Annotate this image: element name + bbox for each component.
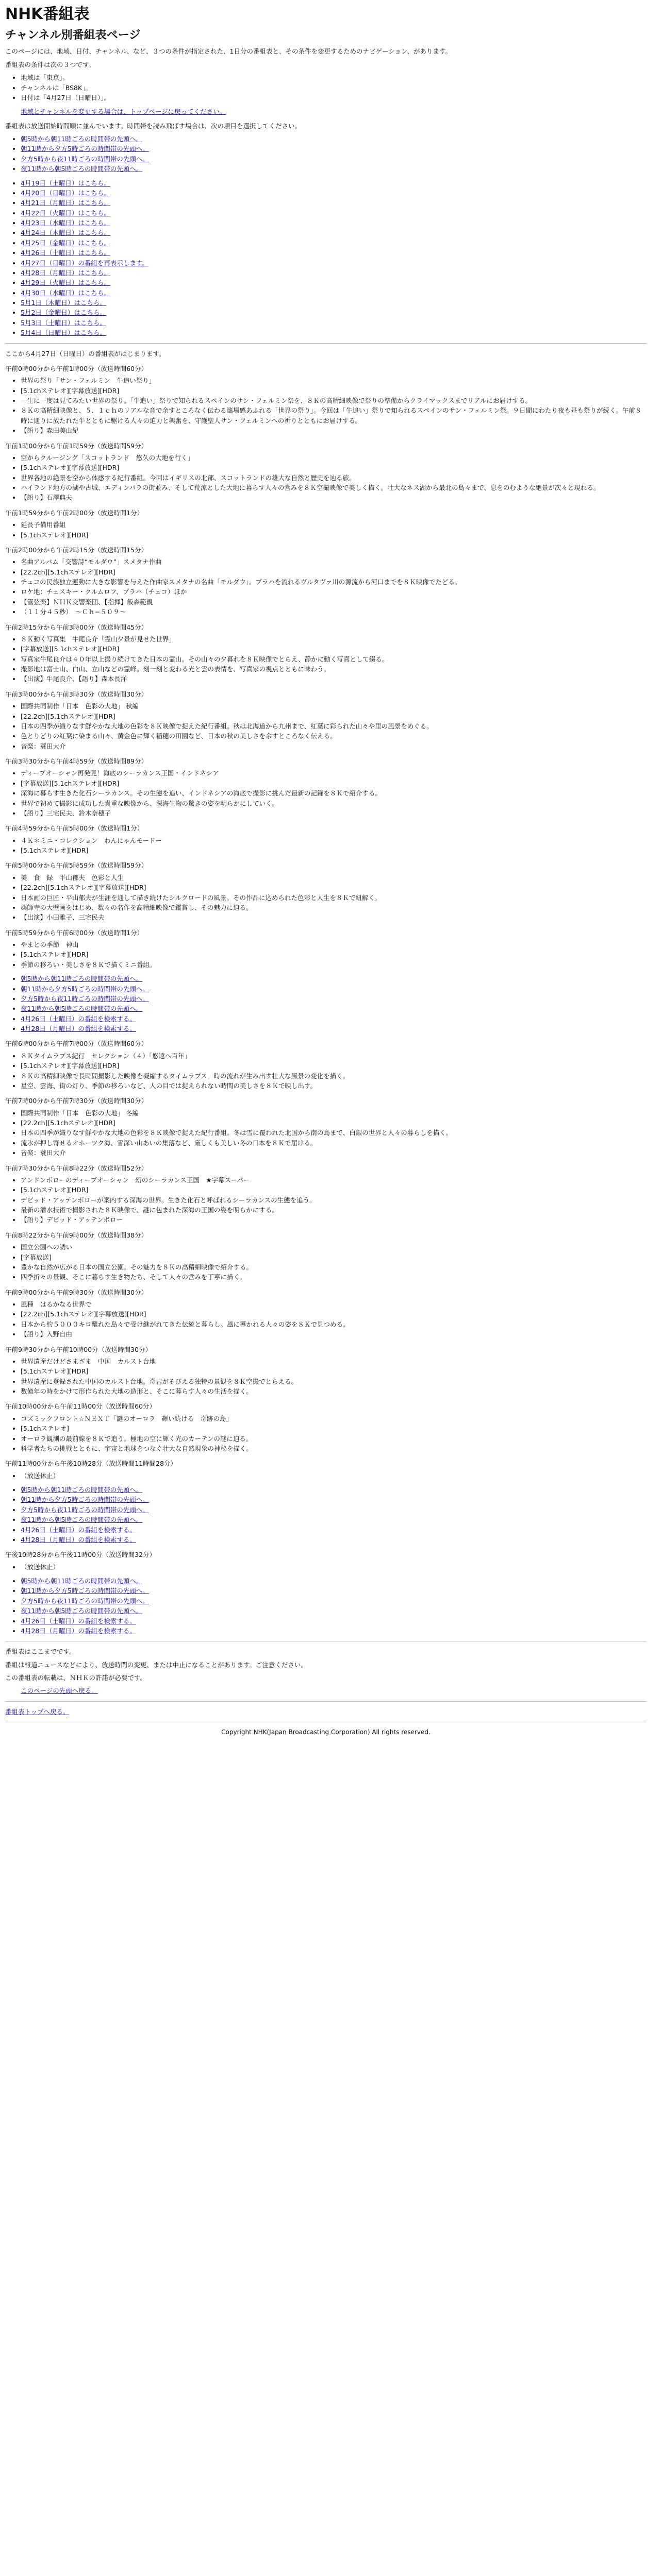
list-item [21, 218, 647, 228]
program-line: • やまとの季節 神山 [21, 940, 647, 950]
list-item [21, 188, 647, 198]
day-search-link[interactable]: 4月26日（土曜日）の番組を検索する。 [21, 1617, 136, 1625]
program-details [5, 873, 647, 923]
date-link[interactable]: 4月24日（木曜日）はこちら。 [21, 229, 110, 237]
program-line: • デビッド・アッテンボローが案内する深海の世界。生きた化石と呼ばれるシーラカンスの生態を追う。 [21, 1195, 647, 1205]
program-line: • ８Ｋタイムラプス紀行 セレクション（４）「悠遠へ百年」 [21, 1051, 647, 1061]
time-nav-link[interactable]: 夕方5時から夜11時ごろの時間帯の先頭へ。 [21, 1505, 149, 1514]
program-time: 午前7時00分から午前7時30分（放送時間30分） [5, 1097, 148, 1105]
program-line: • 日本の四季が織りなす鮮やかな大地の色彩を８Ｋ映像で捉えた紀行番組。冬は雪に覆われた北国から南の島まで、白銀の世界と人々の暮らしを描く。 [21, 1128, 647, 1138]
time-nav-link[interactable]: 夜11時から朝5時ごろの時間帯の先頭へ。 [21, 1607, 143, 1615]
program-line: • 色とりどりの紅葉に染まる山々、黄金色に輝く稲穂の田園など、日本の秋の美しさを余すところなく伝える。 [21, 731, 647, 741]
program-line: • [字幕放送][5.1chステレオ][HDR] [21, 644, 647, 654]
program-credit: • 音楽：蓑田大介 [21, 741, 647, 751]
copyright-note: この番組表の転載は、ＮＨＫの許諾が必要です。 [5, 1674, 147, 1682]
list-item [21, 178, 647, 188]
program-line: • 空からクルージング「スコットランド 悠久の大地を行く」 [21, 453, 647, 463]
program-line: • 数億年の時をかけて形作られた大地の造形と、そこに暮らす人々の生活を描く。 [21, 1386, 647, 1396]
date-link[interactable]: 4月30日（水曜日）はこちら。 [21, 289, 110, 297]
list-item [21, 1626, 647, 1636]
list-item [21, 1596, 647, 1606]
program-time: 午前9時00分から午前9時30分（放送時間30分） [5, 1288, 148, 1296]
time-nav-link[interactable]: 夜11時から朝5時ごろの時間帯の先頭へ。 [21, 1005, 143, 1013]
time-nav-list [5, 1576, 647, 1636]
program-line: • [字幕放送][5.1chステレオ][HDR] [21, 778, 647, 788]
program-line: • 名曲アルバム「交響詩“モルダウ”」スメタナ作曲 [21, 557, 647, 567]
list-item [21, 164, 647, 174]
time-nav-link[interactable]: 夜11時から朝5時ごろの時間帯の先頭へ。 [21, 165, 143, 173]
date-link[interactable]: 4月23日（水曜日）はこちら。 [21, 219, 110, 227]
list-item [21, 1515, 647, 1524]
program-line: • 世界遺産だけどさまざま 中国 カルスト台地 [21, 1357, 647, 1366]
program-time: 午前10時00分から午前11時00分（放送時間60分） [5, 1402, 156, 1411]
list-item [21, 1586, 647, 1596]
program-line: • [5.1chステレオ][字幕放送][HDR] [21, 463, 647, 472]
change-link-list [5, 107, 647, 116]
list-item [21, 278, 647, 287]
program-line: • チェコの民族独立運動に大きな影響を与えた作曲家スメタナの名曲「モルダウ」。プラハを流れるヴルタヴァ川の源流から河口までを８Ｋ映像でたどる。 [21, 577, 647, 587]
program-line: • 豊かな自然が広がる日本の国立公園。その魅力を８Ｋの高精細映像で紹介する。 [21, 1262, 647, 1272]
date-list [5, 178, 647, 338]
schedule-top-link[interactable]: 番組表トップへ戻る。 [5, 1707, 70, 1716]
list-item [21, 308, 647, 317]
program-line: • 四季折々の景観、そこに暮らす生き物たち、そして人々の営みを丁寧に描く。 [21, 1272, 647, 1282]
back-to-top-link[interactable]: このページの先頭へ戻る。 [21, 1687, 98, 1695]
list-item [21, 198, 647, 208]
program-line: • [5.1chステレオ][字幕放送][HDR] [21, 386, 647, 396]
list-item [21, 1525, 647, 1535]
time-nav-list [5, 1485, 647, 1545]
change-condition-link[interactable]: 地域とチャンネルを変更する場合は、トップページに戻ってください。 [21, 108, 226, 116]
list-item [21, 238, 647, 248]
end-text: 番組表はここまでです。 [5, 1648, 76, 1656]
day-search-link[interactable]: 4月28日（月曜日）の番組を検索する。 [21, 1535, 136, 1544]
program-line: • 星空、雲海、街の灯り、季節の移ろいなど、人の目では捉えられない時間の美しさを８Ｋで映し出す。 [21, 1081, 647, 1091]
date-link[interactable]: 4月21日（月曜日）はこちら。 [21, 199, 110, 207]
list-item [21, 974, 647, 984]
program-time: 午前7時30分から午前8時22分（放送時間52分） [5, 1164, 148, 1172]
list-item [21, 268, 647, 278]
program-line: • [5.1chステレオ][HDR] [21, 1366, 647, 1376]
program-credit: • 季節の移ろい・美しさを８Ｋで描くミニ番組。 [21, 960, 647, 970]
program-time: 午前0時00分から午前1時00分（放送時間60分） [5, 364, 148, 372]
list-item [21, 1505, 647, 1515]
list-item [21, 258, 647, 268]
program-line: • 世界遺産に登録された中国のカルスト台地。奇岩がそびえる独特の景観を８Ｋ空撮でとらえる。 [21, 1377, 647, 1386]
program-line: • 国際共同制作「日本 色彩の大地」 冬編 [21, 1108, 647, 1118]
program-credit: • 【出演】牛尾良介、【語り】森本長洋 [21, 674, 647, 684]
program-details [5, 1414, 647, 1454]
program-line: • 国際共同制作「日本 色彩の大地」 秋編 [21, 701, 647, 711]
program-details [5, 1299, 647, 1340]
program-line: • [字幕放送] [21, 1252, 647, 1262]
program-line: • オーロラ観測の最前線を８Ｋで追う。極地の空に輝く光のカーテンの謎に迫る。 [21, 1434, 647, 1444]
change-note: 番組は報道ニュースなどにより、放送時間の変更、または中止になることがあります。ご注意ください。 [5, 1660, 307, 1669]
date-link[interactable]: 4月19日（土曜日）はこちら。 [21, 179, 110, 187]
time-nav-link[interactable]: 朝5時から朝11時ごろの時間帯の先頭へ。 [21, 975, 143, 983]
list-item [21, 1004, 647, 1013]
program-details [5, 1471, 647, 1481]
program-line: • 流氷が押し寄せるオホーツク海、雪深い山あいの集落など、厳しくも美しい冬の日本を８Ｋで届ける。 [21, 1138, 647, 1148]
footer-copyright: Copyright NHK(Japan Broadcasting Corporation) All rights reserved. [221, 1728, 431, 1736]
program-line: • 深海に暮らす生きた化石シーラカンス。その生態を追い、インドネシアの海底で撮影に挑んだ最新の記録を８Ｋで紹介する。 [21, 788, 647, 798]
program-details [5, 1175, 647, 1225]
program-line: • ハイランド地方の湖や古城、エディンバラの街並み、そして荒涼とした大地に暮らす人々の営みを８Ｋ空撮映像で美しく描く。壮大なネス湖から最北の島々まで、息をのむような絶景が次々と現れる。 [21, 483, 647, 493]
program-credit: • 【語り】三宅民夫、鈴木奈穂子 [21, 808, 647, 818]
program-time: 午前4時59分から午前5時00分（放送時間1分） [5, 824, 144, 833]
time-nav-link[interactable]: 朝5時から朝11時ごろの時間帯の先頭へ。 [21, 1577, 143, 1585]
program-credit: • 【語り】森田美由紀 [21, 426, 647, 435]
date-link[interactable]: 4月28日（月曜日）はこちら。 [21, 268, 110, 277]
list-item [21, 994, 647, 1004]
program-line: • [5.1chステレオ][HDR] [21, 530, 647, 540]
program-line: • [22.2ch][5.1chステレオ][字幕放送][HDR] [21, 883, 647, 892]
program-credit: • 【語り】石澤典夫 [21, 493, 647, 502]
program-details [5, 836, 647, 856]
day-search-link[interactable]: 4月26日（土曜日）の番組を検索する。 [21, 1014, 136, 1023]
schedule-intro: ここから4月27日（日曜日）の番組表がはじまります。 [5, 349, 166, 358]
date-link[interactable]: 4月27日（日曜日）の番組を再表示します。 [21, 259, 148, 267]
program-details [5, 701, 647, 751]
program-line: • 世界で初めて撮影に成功した貴重な映像から、深海生物の驚きの姿を明らかにしていく。 [21, 799, 647, 808]
program-time: 午前3時00分から午前3時30分（放送時間30分） [5, 690, 148, 698]
program-line: • [5.1chステレオ] [21, 1423, 647, 1433]
program-line: • （放送休止） [21, 1562, 647, 1572]
conditions-heading: 番組表の条件は次の３つです。 [5, 60, 95, 69]
date-note: 番組表は放送開始時間順に並んでいます。時間帯を読み飛ばす場合は、次の項目を選択してください。 [5, 122, 302, 130]
program-time: 午前2時00分から午前2時15分（放送時間15分） [5, 546, 148, 554]
date-link[interactable]: 5月3日（土曜日）はこちら。 [21, 318, 106, 327]
program-time: 午前3時30分から午前4時59分（放送時間89分） [5, 757, 148, 766]
program-details [5, 453, 647, 503]
program-time: 午前6時00分から午前7時00分（放送時間60分） [5, 1040, 148, 1048]
time-nav-link[interactable]: 夕方5時から夜11時ごろの時間帯の先頭へ。 [21, 155, 149, 163]
program-line: • [22.2ch][5.1chステレオ][字幕放送][HDR] [21, 1309, 647, 1319]
list-item [21, 298, 647, 308]
time-nav-list [5, 134, 647, 174]
list-item [21, 134, 647, 144]
program-line: • [5.1chステレオ][字幕放送][HDR] [21, 1061, 647, 1071]
program-time: 午後10時28分から午後11時00分（放送時間32分） [5, 1551, 156, 1559]
program-line: • [5.1chステレオ][HDR] [21, 845, 647, 855]
program-line: • 世界の祭り「サン・フェルミン 牛追い祭り」 [21, 376, 647, 385]
program-details [5, 1242, 647, 1282]
program-line: • [22.2ch][5.1chステレオ][HDR] [21, 711, 647, 721]
program-time: 午前1時00分から午前1時59分（放送時間59分） [5, 442, 148, 450]
program-line: • アンドンボローのディープオーシャン 幻のシーラカンス王国 ★字幕スーパー [21, 1175, 647, 1185]
time-nav-link[interactable]: 朝5時から朝11時ごろの時間帯の先頭へ。 [21, 1486, 143, 1494]
condition-channel: • チャンネルは「BS8K」。 [21, 83, 647, 93]
list-item [21, 228, 647, 238]
program-line: • 薬師寺の大壁画をはじめ、数々の名作を高精細映像で鑑賞し、その魅力に迫る。 [21, 903, 647, 912]
program-time: 午前8時22分から午前9時00分（放送時間38分） [5, 1231, 148, 1239]
program-time: 午前5時00分から午前5時59分（放送時間59分） [5, 861, 148, 870]
time-nav-list [5, 974, 647, 1033]
list-item [21, 154, 647, 164]
program-line: • ８Ｋ動く写真集 牛尾良介「霊山夕景が見せた世界」 [21, 634, 647, 644]
program-line: • ディープオーシャン再発見！海底のシーラカンス王国・インドネシア [21, 768, 647, 778]
list-item [21, 144, 647, 154]
date-link[interactable]: 4月25日（金曜日）はこちら。 [21, 239, 110, 247]
program-credit: • （１１分４５秒） 〜Ｃｈ−５０９〜 [21, 607, 647, 617]
program-line: • 国立公園への誘い [21, 1242, 647, 1252]
program-details [5, 557, 647, 617]
program-line: • ８Ｋの高精細映像と、５．１ｃｈのリアルな音で余すところなく伝わる臨場感あふれる「世界の祭り」。今回は「牛追い」祭りで知られるスペインのサン・フェルミン祭。９日間にわたり夜も昼も祭りが続く。午前８時に通りに放たれた牛とともに駆ける人々の迫力と興奮を、守護聖人サン・フェルミンへの祈りとともにお届けする。 [21, 405, 647, 426]
list-item [21, 328, 647, 337]
time-nav-link[interactable]: 朝11時から夕方5時ごろの時間帯の先頭へ。 [21, 145, 149, 153]
program-time: 午前5時59分から午前6時00分（放送時間1分） [5, 928, 144, 937]
program-list [5, 364, 647, 1636]
program-details [5, 634, 647, 684]
program-credit: • 【出演】小田雅子、三宅民夫 [21, 912, 647, 922]
date-link[interactable]: 5月1日（木曜日）はこちら。 [21, 299, 106, 307]
list-item [21, 208, 647, 218]
date-link[interactable]: 4月22日（火曜日）はこちら。 [21, 209, 110, 217]
list-item [21, 984, 647, 994]
day-search-link[interactable]: 4月28日（月曜日）の番組を検索する。 [21, 1025, 136, 1033]
program-line: • ８Ｋの高精細映像で長時間撮影した映像を凝縮するタイムラプス。時の流れが生み出す壮大な風景の変化を描く。 [21, 1071, 647, 1081]
program-details [5, 1357, 647, 1397]
condition-area: • 地域は「東京」。 [21, 73, 647, 82]
list-item [21, 248, 647, 258]
program-line: • ４Ｋ＊ミニ・コレクション わんにゃんモードー [21, 836, 647, 845]
list-item [21, 318, 647, 328]
time-nav-link[interactable]: 朝11時から夕方5時ごろの時間帯の先頭へ。 [21, 985, 149, 993]
program-line: • 撮影地は富士山、白山、立山などの霊峰。刻一刻と変わる光と雲の表情を、写真家の視点とともに味わう。 [21, 664, 647, 674]
program-line: • 科学者たちの挑戦とともに、宇宙と地球をつなぐ壮大な自然現象の神秘を描く。 [21, 1444, 647, 1453]
list-item [21, 1576, 647, 1586]
day-search-link[interactable]: 4月26日（土曜日）の番組を検索する。 [21, 1526, 136, 1534]
program-line: • [22.2ch][5.1chステレオ][HDR] [21, 1118, 647, 1128]
page-intro: このページには、地域、日付、チャンネル、など、３つの条件が指定された、1日分の番組表と、その条件を変更するためのナビゲーション、があります。 [5, 47, 452, 56]
condition-date: • 日付は「4月27日（日曜日）」。 [21, 93, 647, 103]
day-search-link[interactable]: 4月28日（月曜日）の番組を検索する。 [21, 1626, 136, 1635]
program-credit: • 音楽：蓑田大介 [21, 1148, 647, 1158]
page-title: NHK番組表 [5, 5, 90, 23]
time-nav-link[interactable]: 朝11時から夕方5時ごろの時間帯の先頭へ。 [21, 1587, 149, 1595]
program-credit: • 【語り】デビッド・アッテンボロー [21, 1215, 647, 1225]
footer-links [5, 1686, 647, 1696]
list-item [21, 1024, 647, 1033]
program-line: • 【管弦楽】ＮＨＫ交響楽団、【指揮】飯森範親 [21, 597, 647, 607]
program-line: • 風種 はるかなる世界で [21, 1299, 647, 1309]
program-line: • [22.2ch][5.1chステレオ][HDR] [21, 567, 647, 577]
program-details [5, 376, 647, 435]
program-details [5, 520, 647, 540]
program-line: • 美 食 録 平山郁夫 色彩と人生 [21, 873, 647, 883]
time-nav-link[interactable]: 夜11時から朝5時ごろの時間帯の先頭へ。 [21, 1516, 143, 1524]
list-item [21, 1616, 647, 1626]
time-nav-link[interactable]: 朝5時から朝11時ごろの時間帯の先頭へ。 [21, 135, 143, 143]
program-line: • 日本画の巨匠・平山郁夫が生涯を通して描き続けたシルクロードの風景。その作品に込められた色彩と人生を８Ｋで紐解く。 [21, 893, 647, 903]
program-line: • 延長予備用番組 [21, 520, 647, 530]
date-link[interactable]: 5月4日（日曜日）はこちら。 [21, 329, 106, 337]
page-subtitle: チャンネル別番組表ページ [5, 29, 141, 42]
program-line: • [5.1chステレオ][HDR] [21, 950, 647, 959]
program-details [5, 940, 647, 970]
program-details [5, 1562, 647, 1572]
date-link[interactable]: 4月26日（土曜日）はこちら。 [21, 249, 110, 257]
list-item [21, 1495, 647, 1504]
list-item [21, 1606, 647, 1616]
list-item [21, 1485, 647, 1495]
date-link[interactable]: 5月2日（金曜日）はこちら。 [21, 309, 106, 317]
program-line: • 日本の四季が織りなす鮮やかな大地の色彩を８Ｋ映像で捉えた紀行番組。秋は北海道から九州まで、紅葉に彩られた山々や里の風景をめぐる。 [21, 721, 647, 731]
list-item [21, 288, 647, 298]
program-line: • 写真家牛尾良介は４０年以上撮り続けてきた日本の霊山。その山々の夕暮れを８Ｋ映像でとらえ、静かに動く写真として綴る。 [21, 654, 647, 664]
program-details [5, 1051, 647, 1091]
time-nav-link[interactable]: 夕方5時から夜11時ごろの時間帯の先頭へ。 [21, 994, 149, 1003]
time-nav-link[interactable]: 夕方5時から夜11時ごろの時間帯の先頭へ。 [21, 1597, 149, 1605]
program-details [5, 768, 647, 818]
program-details [5, 1108, 647, 1158]
date-link[interactable]: 4月29日（火曜日）はこちら。 [21, 279, 110, 287]
program-time: 午前2時15分から午前3時00分（放送時間45分） [5, 623, 148, 631]
program-line: • 一生に一度は見てみたい世界の祭り。「牛追い」祭りで知られるスペインのサン・フェルミン祭を、８Ｋの高精細映像で祭りの準備からクライマックスまでリアルにお届けする。 [21, 396, 647, 405]
divider [5, 1701, 647, 1702]
program-time: 午前11時00分から午後10時28分（放送時間11時間28分） [5, 1460, 177, 1468]
program-line: • 最新の潜水技術で撮影された８Ｋ映像で、謎に包まれた深海の王国の姿を明らかにする。 [21, 1205, 647, 1215]
program-line: • ロケ地：チェスキー・クルムロフ、プラハ（チェコ）ほか [21, 587, 647, 597]
time-nav-link[interactable]: 朝11時から夕方5時ごろの時間帯の先頭へ。 [21, 1496, 149, 1504]
date-link[interactable]: 4月20日（日曜日）はこちら。 [21, 189, 110, 197]
program-credit: • 【語り】入野自由 [21, 1329, 647, 1339]
list-item [21, 1535, 647, 1545]
list-item [21, 1014, 647, 1024]
conditions-list [5, 73, 647, 103]
program-line: • 世界各地の絶景を空から体感する紀行番組。今回はイギリスの北部、スコットランドの雄大な自然と歴史を辿る旅。 [21, 473, 647, 483]
program-line: • [5.1chステレオ][HDR] [21, 1185, 647, 1195]
program-line: • （放送休止） [21, 1471, 647, 1481]
program-time: 午前9時30分から午前10時00分（放送時間30分） [5, 1345, 152, 1353]
program-time: 午前1時59分から午前2時00分（放送時間1分） [5, 509, 144, 517]
divider [5, 343, 647, 344]
program-line: • コズミックフロント☆ＮＥＸＴ「謎のオーロラ 輝い続ける 奇跡の島」 [21, 1414, 647, 1423]
program-line: • 日本から約５０００キロ離れた島々で受け継がれてきた伝統と暮らし。風に導かれる人々の姿を８Ｋで見つめる。 [21, 1319, 647, 1329]
